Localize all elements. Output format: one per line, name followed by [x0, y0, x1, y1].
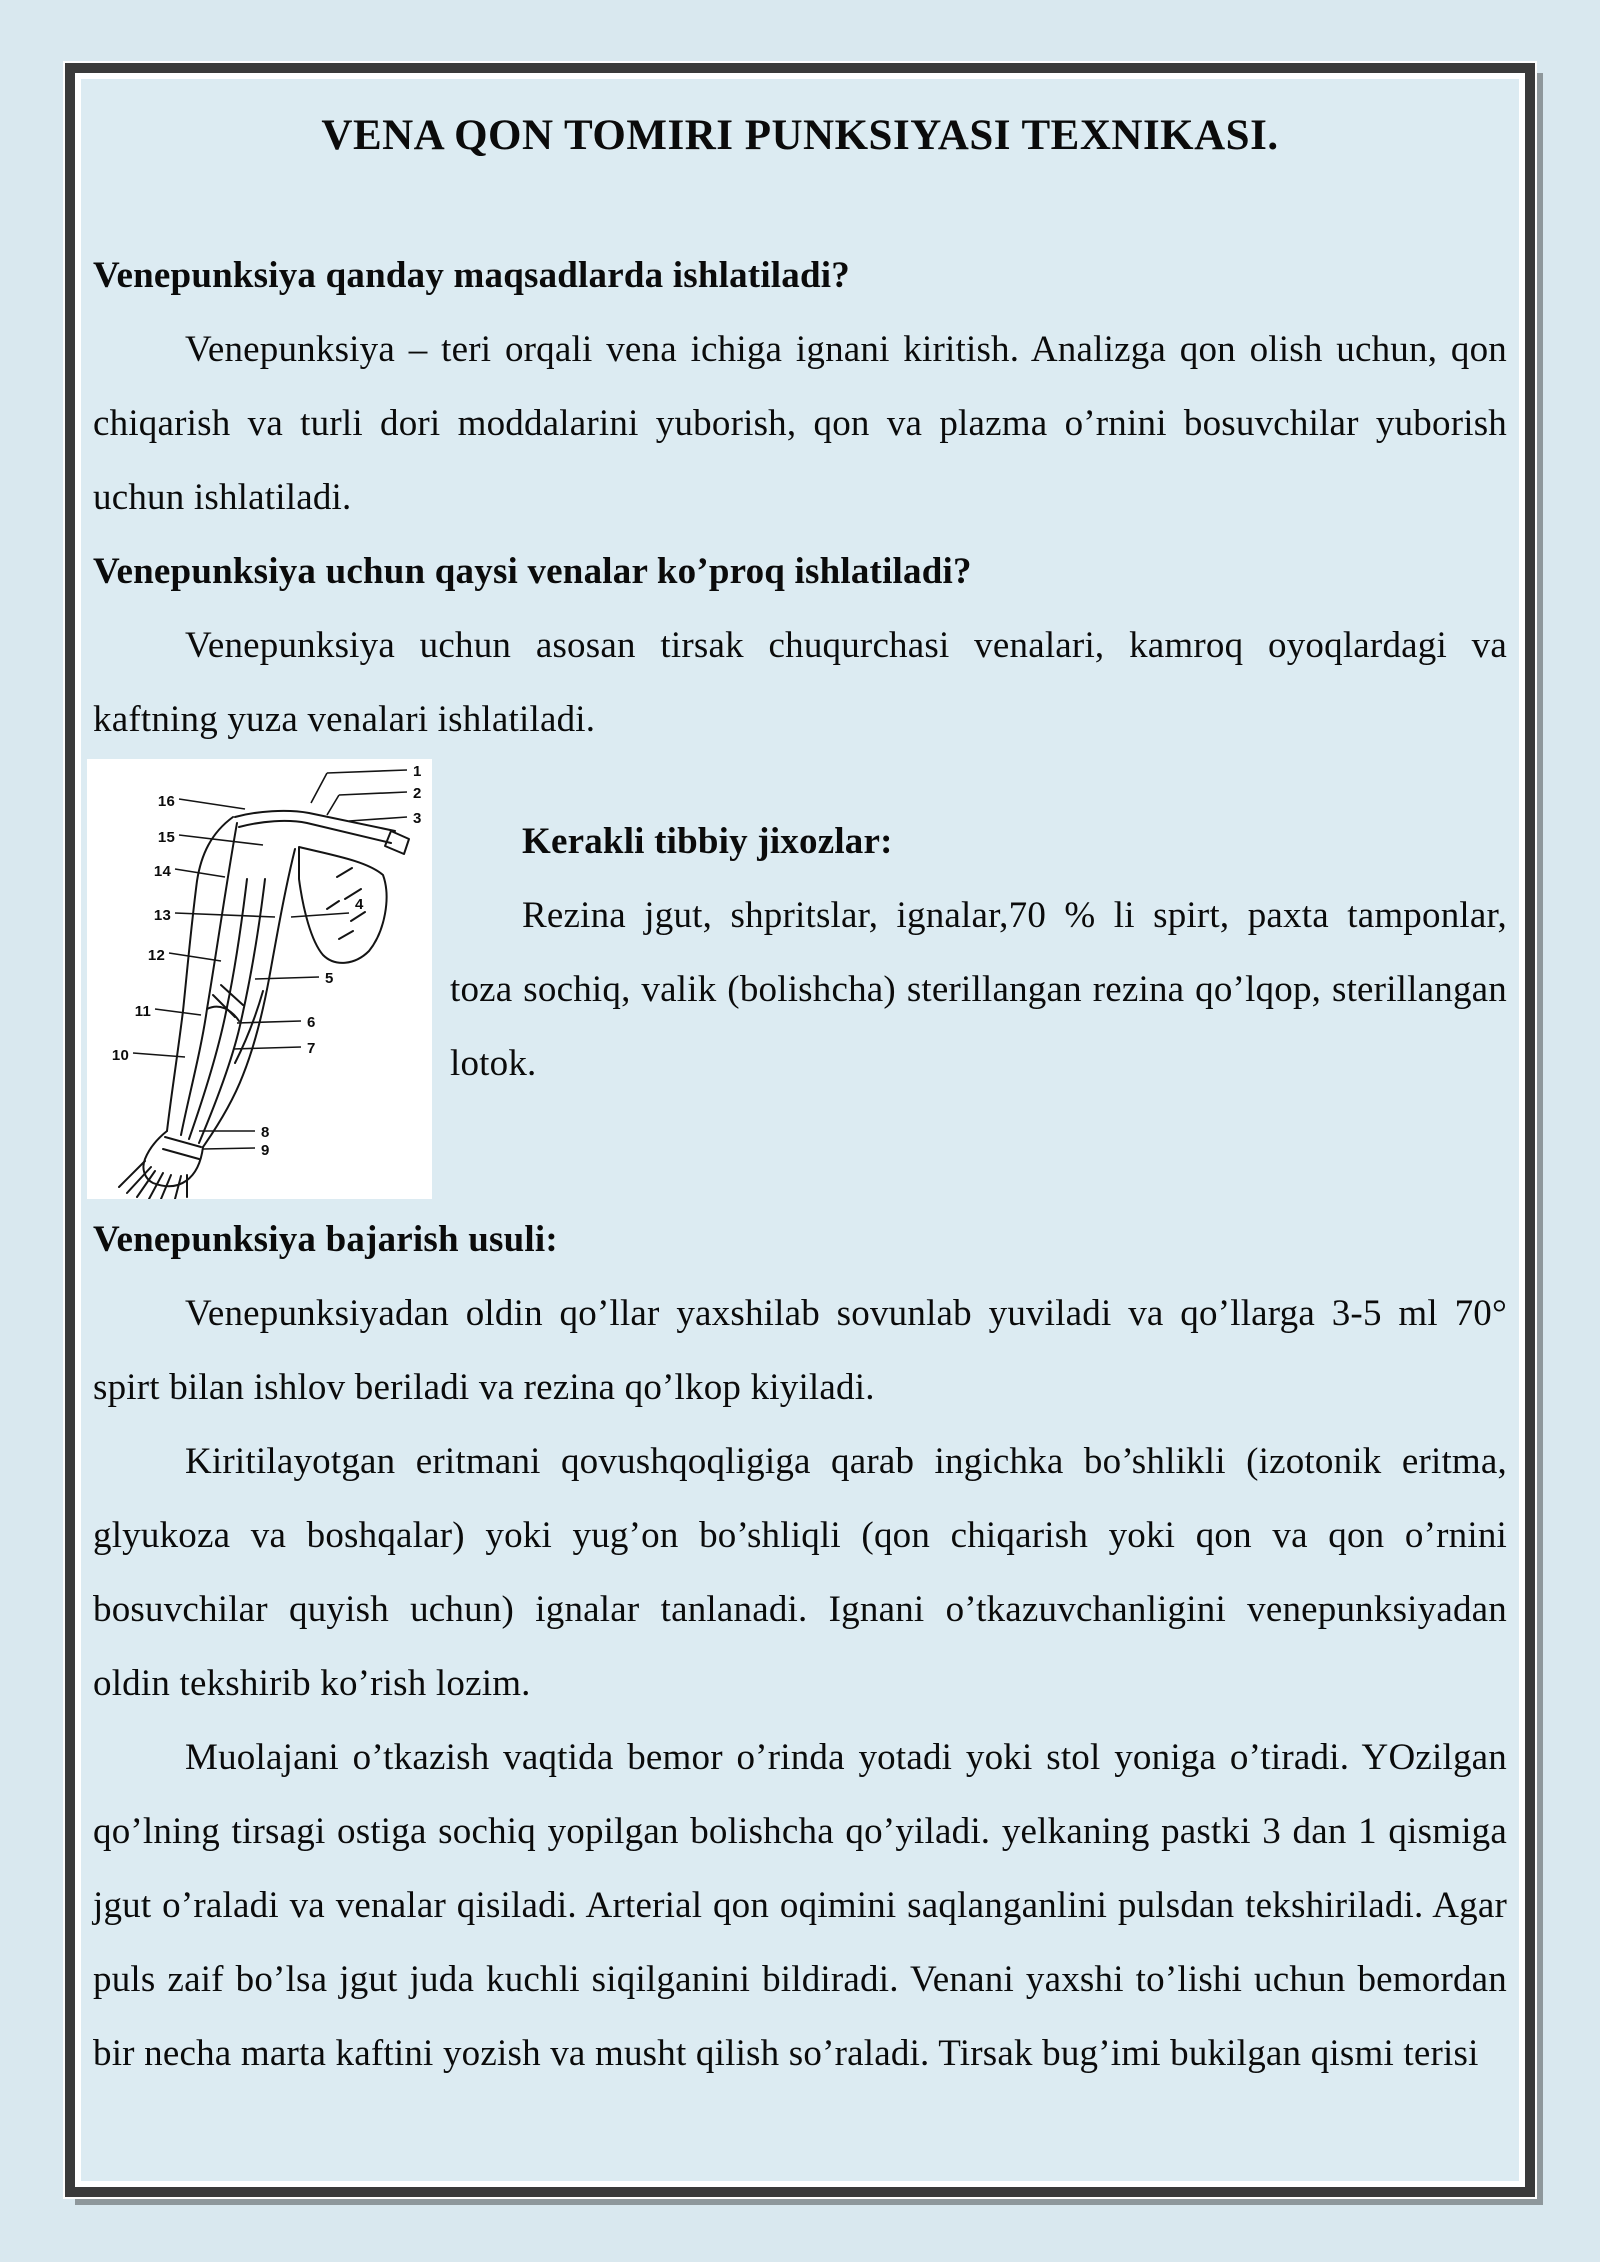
figure-label: 14 — [153, 863, 171, 880]
procedure-heading: Venepunksiya bajarish usuli: — [93, 1219, 558, 1260]
section2-paragraph: Venepunksiya uchun asosan tirsak chuqurchasi venalari, kamroq oyoqlardagi va kaftning yuza venalari ishlatiladi. — [93, 625, 1507, 740]
figure-label: 5 — [325, 970, 334, 987]
figure-label: 10 — [111, 1047, 129, 1064]
figure-label: 6 — [307, 1014, 316, 1031]
procedure-paragraph: Venepunksiyadan oldin qo’llar yaxshilab sovunlab yuviladi va qo’llarga 3-5 ml 70° spirt bilan ishlov beriladi va rezina qo’lkop kiyiladi. — [93, 1293, 1507, 1408]
document-title: VENA QON TOMIRI PUNKSIYASI TEXNIKASI. — [321, 112, 1279, 159]
figure-label: 2 — [413, 785, 422, 802]
figure-label: 1 — [413, 763, 422, 780]
section2-heading: Venepunksiya uchun qaysi venalar ko’proq ishlatiladi? — [93, 551, 972, 592]
equipment-paragraph: Rezina jgut, shpritslar, ignalar,70 % li spirt, paxta tamponlar, toza sochiq, valik (bolishcha) sterillangan rezina qo’lqop, sterillangan lotok. — [450, 895, 1507, 1084]
figure-label: 16 — [157, 793, 175, 810]
section1-paragraph: Venepunksiya – teri orqali vena ichiga ignani kiritish. Analizga qon olish uchun, qon chiqarish va turli dori moddalarini yuborish, qon va plazma o’rnini bosuvchilar yuborish uchun ishlatiladi. — [93, 329, 1507, 518]
figure-label: 3 — [413, 810, 422, 827]
arm-veins-figure — [87, 759, 432, 1199]
figure-label: 12 — [147, 947, 165, 964]
procedure-paragraph: Muolajani o’tkazish vaqtida bemor o’rinda yotadi yoki stol yoniga o’tiradi. YOzilgan qo’lning tirsagi ostiga sochiq yopilgan bolishcha qo’yiladi. yelkaning pastki 3 dan 1 qismiga jgut o’raladi va venalar qisiladi. Arterial qon oqimini saqlanganlini pulsdan tekshiriladi. Agar puls zaif bo’lsa jgut juda kuchli siqilganini bildiradi. Venani yaxshi to’lishi uchun bemordan bir necha marta kaftini yozish va musht qilish so’raladi. Tirsak bug’imi bukilgan qismi terisi — [93, 1737, 1507, 2074]
section1-heading: Venepunksiya qanday maqsadlarda ishlatiladi? — [93, 255, 850, 296]
figure-label: 15 — [157, 829, 175, 846]
procedure-paragraph: Kiritilayotgan eritmani qovushqoqligiga qarab ingichka bo’shlikli (izotonik eritma, glyukoza va boshqalar) yoki yug’on bo’shliqli (qon chiqarish yoki qon va qon o’rnini bosuvchilar quyish uchun) ignalar tanlanadi. Ignani o’tkazuvchanligini venepunksiyadan oldin tekshirib ko’rish lozim. — [93, 1441, 1507, 1704]
figure-leader-lines — [133, 770, 407, 1149]
figure-label: 7 — [307, 1040, 316, 1057]
document-page — [65, 63, 1535, 2197]
figure-label: 9 — [261, 1142, 270, 1159]
figure-label: 8 — [261, 1124, 270, 1141]
figure-label: 4 — [355, 896, 364, 913]
figure-label: 13 — [153, 907, 171, 924]
equipment-heading: Kerakli tibbiy jixozlar: — [522, 821, 893, 862]
figure-label: 11 — [134, 1003, 151, 1020]
